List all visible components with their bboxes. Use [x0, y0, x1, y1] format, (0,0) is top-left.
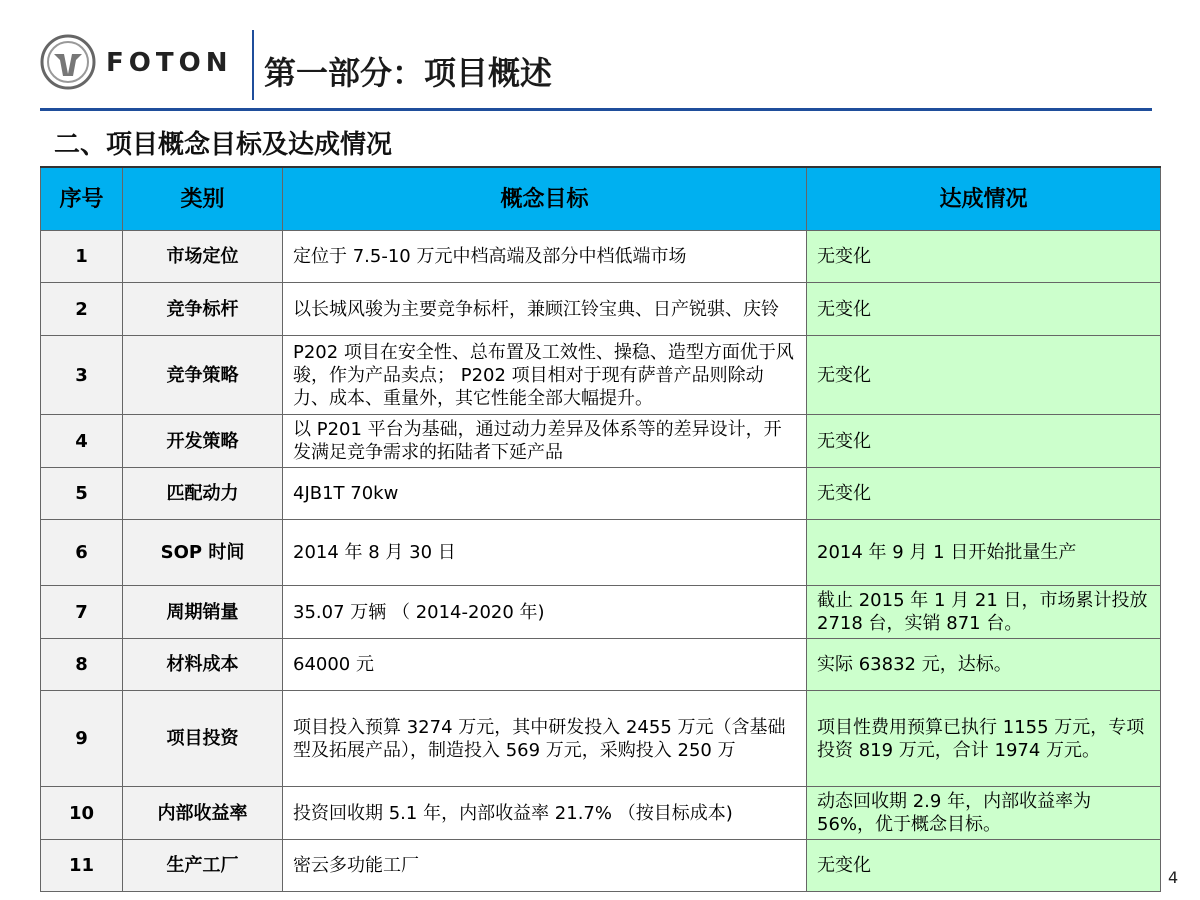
row-goal: P202 项目在安全性、总布置及工效性、操稳、造型方面优于风骏，作为产品卖点； P202 项目相对于现有萨普产品则除动力、成本、重量外，其它性能全部大幅提升。 — [283, 336, 807, 415]
row-no: 8 — [41, 639, 123, 691]
row-result: 2014 年 9 月 1 日开始批量生产 — [807, 520, 1161, 586]
row-category: 内部收益率 — [123, 787, 283, 840]
table-row — [41, 468, 1161, 520]
row-category: 竞争策略 — [123, 336, 283, 415]
header-category: 类别 — [123, 167, 283, 231]
table-row — [41, 586, 1161, 639]
row-result: 项目性费用预算已执行 1155 万元，专项投资 819 万元，合计 1974 万元。 — [807, 691, 1161, 787]
row-category: 市场定位 — [123, 231, 283, 283]
row-result: 无变化 — [807, 283, 1161, 336]
table-row — [41, 336, 1161, 415]
row-goal: 投资回收期 5.1 年，内部收益率 21.7% （按目标成本) — [283, 787, 807, 840]
row-no: 10 — [41, 787, 123, 840]
row-goal: 2014 年 8 月 30 日 — [283, 520, 807, 586]
row-result: 无变化 — [807, 840, 1161, 892]
table-row — [41, 520, 1161, 586]
row-category: 开发策略 — [123, 415, 283, 468]
row-no: 11 — [41, 840, 123, 892]
row-goal: 以 P201 平台为基础，通过动力差异及体系等的差异设计，开发满足竞争需求的拓陆者下延产品 — [283, 415, 807, 468]
foton-logo-icon — [40, 34, 96, 90]
row-result: 截止 2015 年 1 月 21 日，市场累计投放 2718 台，实销 871 台。 — [807, 586, 1161, 639]
row-no: 2 — [41, 283, 123, 336]
table-row — [41, 787, 1161, 840]
header-goal: 概念目标 — [283, 167, 807, 231]
part-title: 第一部分：项目概述 — [264, 54, 553, 92]
table-row — [41, 415, 1161, 468]
row-no: 6 — [41, 520, 123, 586]
row-no: 3 — [41, 336, 123, 415]
row-category: 周期销量 — [123, 586, 283, 639]
row-result: 实际 63832 元，达标。 — [807, 639, 1161, 691]
row-result: 动态回收期 2.9 年，内部收益率为 56%，优于概念目标。 — [807, 787, 1161, 840]
concept-goal-table — [40, 166, 1161, 892]
row-category: 项目投资 — [123, 691, 283, 787]
header-no: 序号 — [41, 167, 123, 231]
table-row — [41, 840, 1161, 892]
header-divider — [252, 30, 254, 100]
row-result: 无变化 — [807, 336, 1161, 415]
row-category: SOP 时间 — [123, 520, 283, 586]
row-category: 生产工厂 — [123, 840, 283, 892]
row-goal: 项目投入预算 3274 万元，其中研发投入 2455 万元（含基础型及拓展产品），制造投入 569 万元，采购投入 250 万 — [283, 691, 807, 787]
row-goal: 35.07 万辆 （ 2014-2020 年) — [283, 586, 807, 639]
row-result: 无变化 — [807, 415, 1161, 468]
row-category: 竞争标杆 — [123, 283, 283, 336]
row-result: 无变化 — [807, 468, 1161, 520]
row-goal: 64000 元 — [283, 639, 807, 691]
row-goal: 密云多功能工厂 — [283, 840, 807, 892]
table-row — [41, 283, 1161, 336]
brand-name: FOTON — [106, 48, 233, 78]
row-category: 材料成本 — [123, 639, 283, 691]
table-row — [41, 639, 1161, 691]
row-goal: 4JB1T 70kw — [283, 468, 807, 520]
row-no: 7 — [41, 586, 123, 639]
page-number: 4 — [1168, 868, 1179, 887]
row-no: 1 — [41, 231, 123, 283]
row-no: 4 — [41, 415, 123, 468]
row-no: 5 — [41, 468, 123, 520]
table-row — [41, 231, 1161, 283]
section-title: 二、项目概念目标及达成情况 — [54, 130, 393, 160]
row-goal: 以长城风骏为主要竞争标杆，兼顾江铃宝典、日产锐骐、庆铃 — [283, 283, 807, 336]
table-row — [41, 691, 1161, 787]
row-result: 无变化 — [807, 231, 1161, 283]
header-rule — [40, 108, 1152, 111]
row-category: 匹配动力 — [123, 468, 283, 520]
row-no: 9 — [41, 691, 123, 787]
table-header-row — [41, 167, 1161, 231]
slide-header — [0, 0, 1200, 112]
row-goal: 定位于 7.5-10 万元中档高端及部分中档低端市场 — [283, 231, 807, 283]
header-result: 达成情况 — [807, 167, 1161, 231]
